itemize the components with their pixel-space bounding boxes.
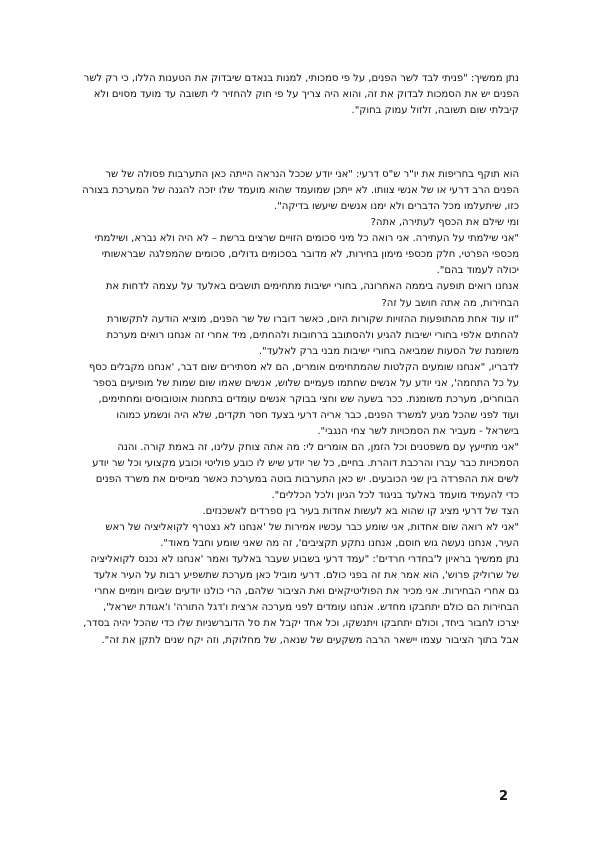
paragraph: ומי שילם את הכסף לעתירה, אתה? [370, 217, 519, 229]
paragraph: "זו עוד אחת מהתופעות ההזויות שקורות היום, כאשר דוברו של שר הפנים, מוציא הודעה לתקשורת להחתים אלפי בחורי ישיבות להגיע ולהסתובב ברחובות ולהחתים, מיד אחרי זה אנחנו רואים מערכת משומנת של הסעות שמביאה בחורי ישיבות מבני ברק לאלעד". [106, 313, 519, 357]
paragraph: הוא תוקף בחריפות את יו"ר ש"ס דרעי: "אני יודע שככל הנראה הייתה כאן התערבות פסולה של שר הפנים הרב דרעי או של אנשי צוותו. לא ייתכן שמועמד שהוא מועמד שלו יזכה להגנה של המערכת בצורה כזו, שיתעלמו מכל הדברים ולא ימנו אנשים שיעשו בדיקה". [82, 169, 519, 213]
paragraph-group-2 [82, 167, 519, 648]
paragraph: "אני לא רואה שום אחדות, אני שומע כבר עכשיו אמירות של 'אנחנו לא נצטרף לקואליציה של ראש העיר, אנחנו נעשה גוש חוסם, אנחנו נתקע תקציבים', זה מה שאני שומע וחבל מאוד". [105, 522, 519, 550]
article-body [82, 71, 519, 649]
paragraph: לדבריו, "אנחנו שומעים הקלטות שהמתחימים אומרים, הם לא מסתירים שום דבר, 'אנחנו מקבלים כסף על כל התחמה', אני יודע על אנשים שחתמו פעמיים שלוש, אנשים שאמו שום שמות של מופיעים בספר הבוחרים, מערכת משומנת. ככר בשעה שש וחצי בבוקר אנשים עומדים בתחנות אוטובוסים ומחתימים, ועוד לפני שהכל מגיע למשרד הפנים, כבר אריה דרעי בצעד חסר תקדים, שלא היה ונשמע כמוהו בישראל - מעביר את הסמכויות לשר צחי הנגבי". [88, 361, 519, 437]
paragraph: הצד של דרעי מציג קו שהוא בא לעשות אחדות בעיר בין ספרדים לאשכנזים. [202, 506, 519, 518]
paragraph: "אני מתייעץ עם משפטנים וכל הזמן, הם אומרים לי: מה אתה צוחק עלינו, זה באמת קורה. והנה הסמכויות כבר עברו והרכבת דוהרת. בחיים, כל שר יודע שיש לו כובע פוליטי וכובע מקצועי וכל שר יודע לשים את ההפרדה בין שני הכובעים. יש כאן התערבות בוטה במערכת כאשר מגייסים את משרד הפנים כדי להעמיד מועמד באלעד בניגוד לכל הגיון ולכל הכללים". [92, 441, 519, 502]
paragraph: אנחנו רואים תופעה ביממה האחרונה, בחורי ישיבות מתחימים תושבים באלעד על עצמה לדחות את הבחירות, מה אתה חושב על זה? [105, 281, 519, 309]
paragraph: "אני שילמתי על העתירה. אני רואה כל מיני סכומים הזויים שרצים ברשת – לא היה ולא נברא, ושילמתי מכספי הפרטי, חלק מכספי מימון בחירות, לא מדובר בסכומים גדולים, סכומים שהמפלגה שבראשותי יכולה לעמוד בהם". [94, 233, 519, 277]
page-number: 2 [499, 789, 509, 804]
blank-spacer [82, 119, 519, 167]
paragraph: נתן ממשיך בראיון ל'בחדרי חרדים': "עמד דרעי בשבוע שעבר באלעד ואמר 'אנחנו לא נכנס לקואליציה של שרוליק פרוש', הוא אמר את זה בפני כולם. דרעי מוביל כאן מערכת שתשפיע רבות על העיר אלעד גם אחרי הבחירות. אני מכיר את הפוליטיקאים ואת הציבור שלהם, הרי כולנו יודעים שביום ויומיים אחרי הבחירות הם כולם יתחבקו מחדש. אנחנו עומדים לפני מערכה ארצית ו'דגל התורה' ו'אגודת ישראל', יצרכו לחבור ביחד, וכולם יתחבקו ויתנשקו, וכל אחד יקבל את סל הדוברשניות שלו כדי שהכל יהיה בסדר, אבל בתוך הציבור עצמו יישאר הרבה משקעים של שנאה, של מחלוקת, וזה יקח שנים לתקן את זה". [83, 554, 519, 646]
paragraph: נתן ממשיך: "פניתי לבד לשר הפנים, על פי סמכותי, למנות בנאדם שיבדוק את הטענות הללו, כי רק לשר הפנים יש את הסמכות לבדוק את זה, והוא היה צריך על פי חוק להחזיר לי תשובה עד מועד מסוים ולא קיבלתי שום תשובה, זלזול עמוק בחוק". [83, 73, 519, 117]
paragraph-group-1 [82, 71, 519, 119]
